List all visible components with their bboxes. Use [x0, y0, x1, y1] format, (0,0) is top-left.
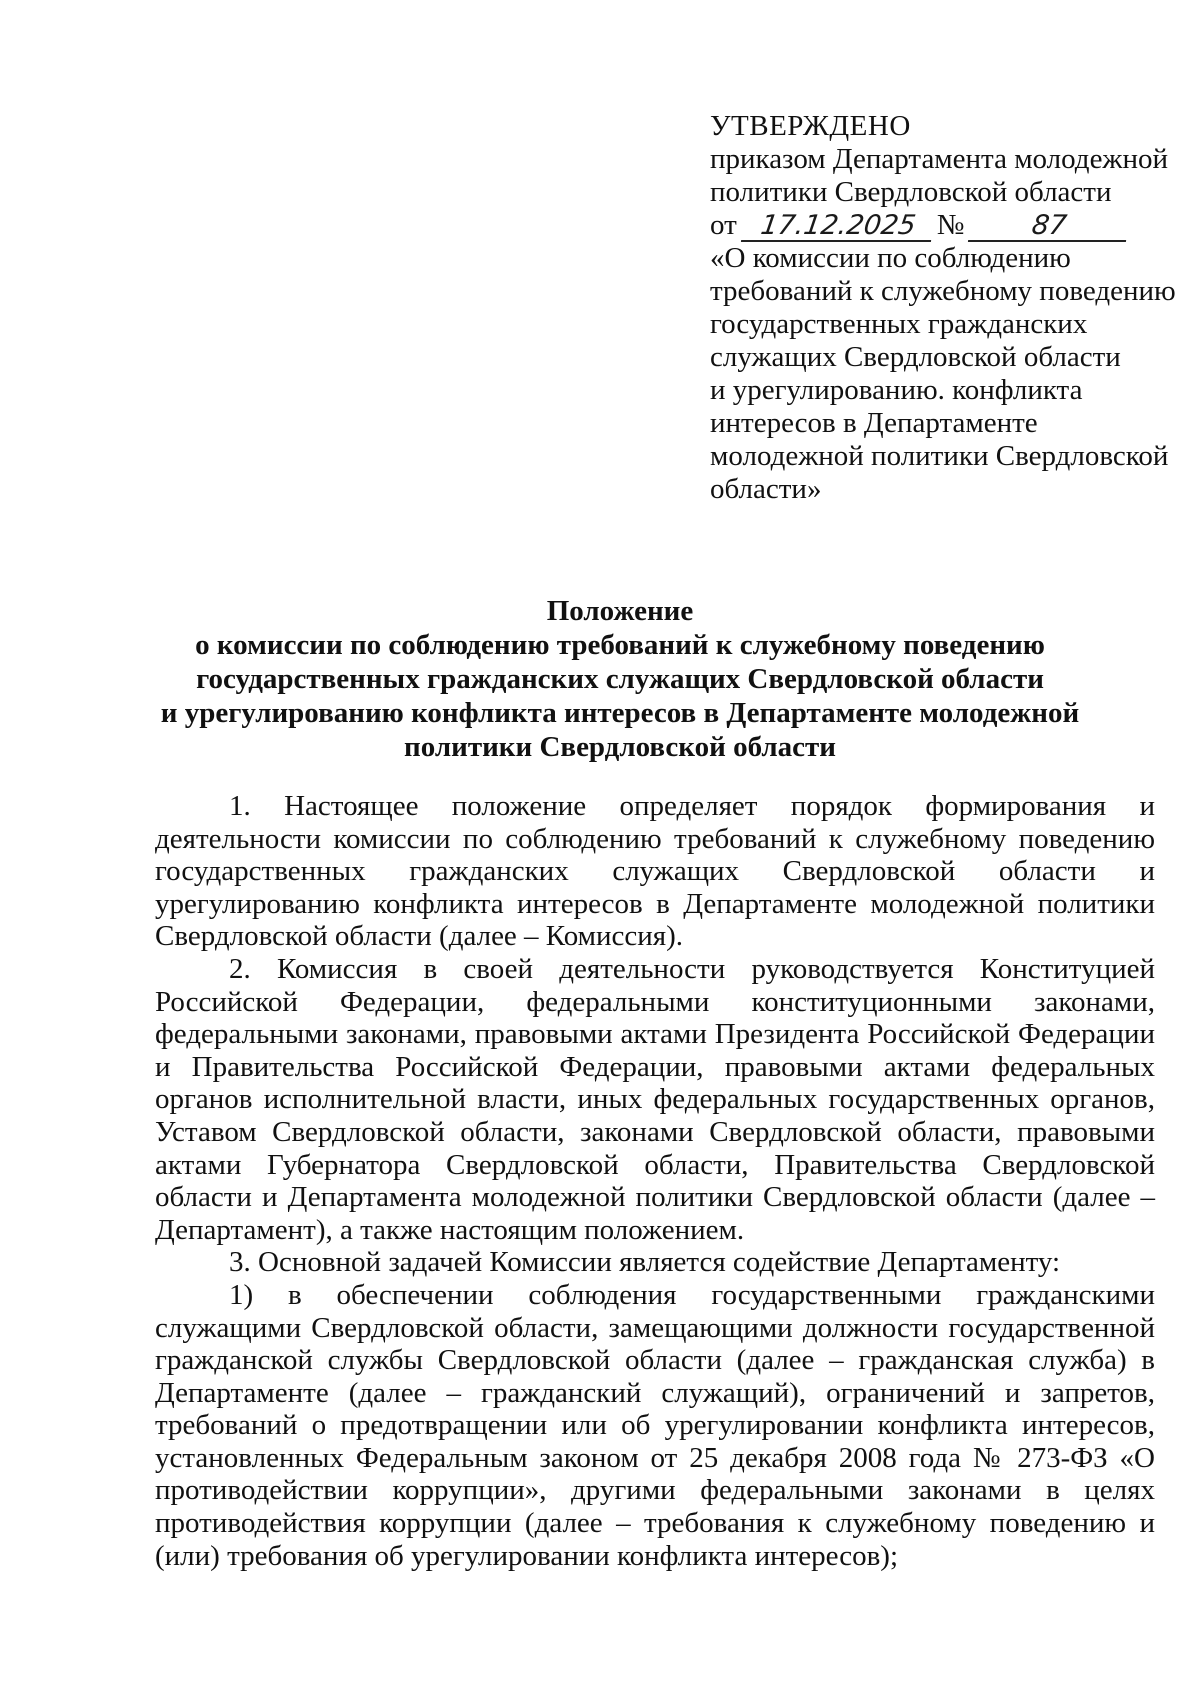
approval-subject-line: требований к служебному поведению: [710, 275, 1176, 307]
date-prefix: от: [710, 209, 737, 241]
title-line: и урегулированию конфликта интересов в Департаменте молодежной: [160, 697, 1080, 729]
approval-subject-line: государственных гражданских: [710, 308, 1088, 340]
handwritten-date: 17.12.2025: [741, 212, 935, 242]
approval-order-line-1: приказом Департамента молодежной: [710, 143, 1169, 175]
approval-block: [710, 110, 1180, 506]
approval-subject-line: области»: [710, 473, 822, 505]
title-line: о комиссии по соблюдению требований к служебному поведению: [195, 629, 1045, 661]
approval-subject-line: служащих Свердловской области: [710, 341, 1121, 373]
document-title: [120, 594, 1120, 764]
approval-subject-line: молодежной политики Свердловской: [710, 440, 1169, 472]
handwritten-number: 87: [968, 212, 1130, 242]
paragraph-2: 2. Комиссия в своей деятельности руководствуется Конституцией Российской Федерации, федеральными конституционными законами, федеральными законами, правовыми актами Президента Российской Федерации и Правительства Российской Федерации, правовыми актами федеральных органов исполнительной власти, иных федеральных государственных органов, Уставом Свердловской области, законами Свердловской области, правовыми актами Губернатора Свердловской области, Правительства Свердловской области и Департамента молодежной политики Свердловской области (далее – Департамент), а также настоящим положением.: [155, 952, 1155, 1246]
approved-heading: УТВЕРЖДЕНО: [710, 110, 911, 142]
number-prefix: №: [936, 209, 965, 241]
paragraph-3-item-1: 1) в обеспечении соблюдения государственными гражданскими служащими Свердловской области, замещающими должности государственной гражданской службы Свердловской области (далее – гражданская служба) в Департаменте (далее – гражданский служащий), ограничений и запретов, требований о предотвращении или об урегулировании конфликта интересов, установленных Федеральным законом от 25 декабря 2008 года № 273-ФЗ «О противодействии коррупции», другими федеральными законами в целях противодействия коррупции (далее – требования к служебному поведению и (или) требования об урегулировании конфликта интересов);: [155, 1278, 1155, 1572]
approval-subject-line: интересов в Департаменте: [710, 407, 1038, 439]
title-line: политики Свердловской области: [404, 731, 836, 763]
paragraph-3: 3. Основной задачей Комиссии является содействие Департаменту:: [229, 1246, 1061, 1279]
title-line: государственных гражданских служащих Свердловской области: [196, 663, 1044, 695]
approval-date-number-line: [710, 209, 1180, 242]
document-body: [155, 790, 1155, 1572]
approval-subject-line: и урегулированию. конфликта: [710, 374, 1083, 406]
approval-order-line-2: политики Свердловской области: [710, 176, 1112, 208]
paragraph-1: 1. Настоящее положение определяет порядок формирования и деятельности комиссии по соблюдению требований к служебному поведению государственных гражданских служащих Свердловской области и урегулированию конфликта интересов в Департаменте молодежной политики Свердловской области (далее – Комиссия).: [155, 790, 1155, 953]
approval-subject-line: «О комиссии по соблюдению: [710, 242, 1071, 274]
title-line: Положение: [546, 595, 694, 627]
